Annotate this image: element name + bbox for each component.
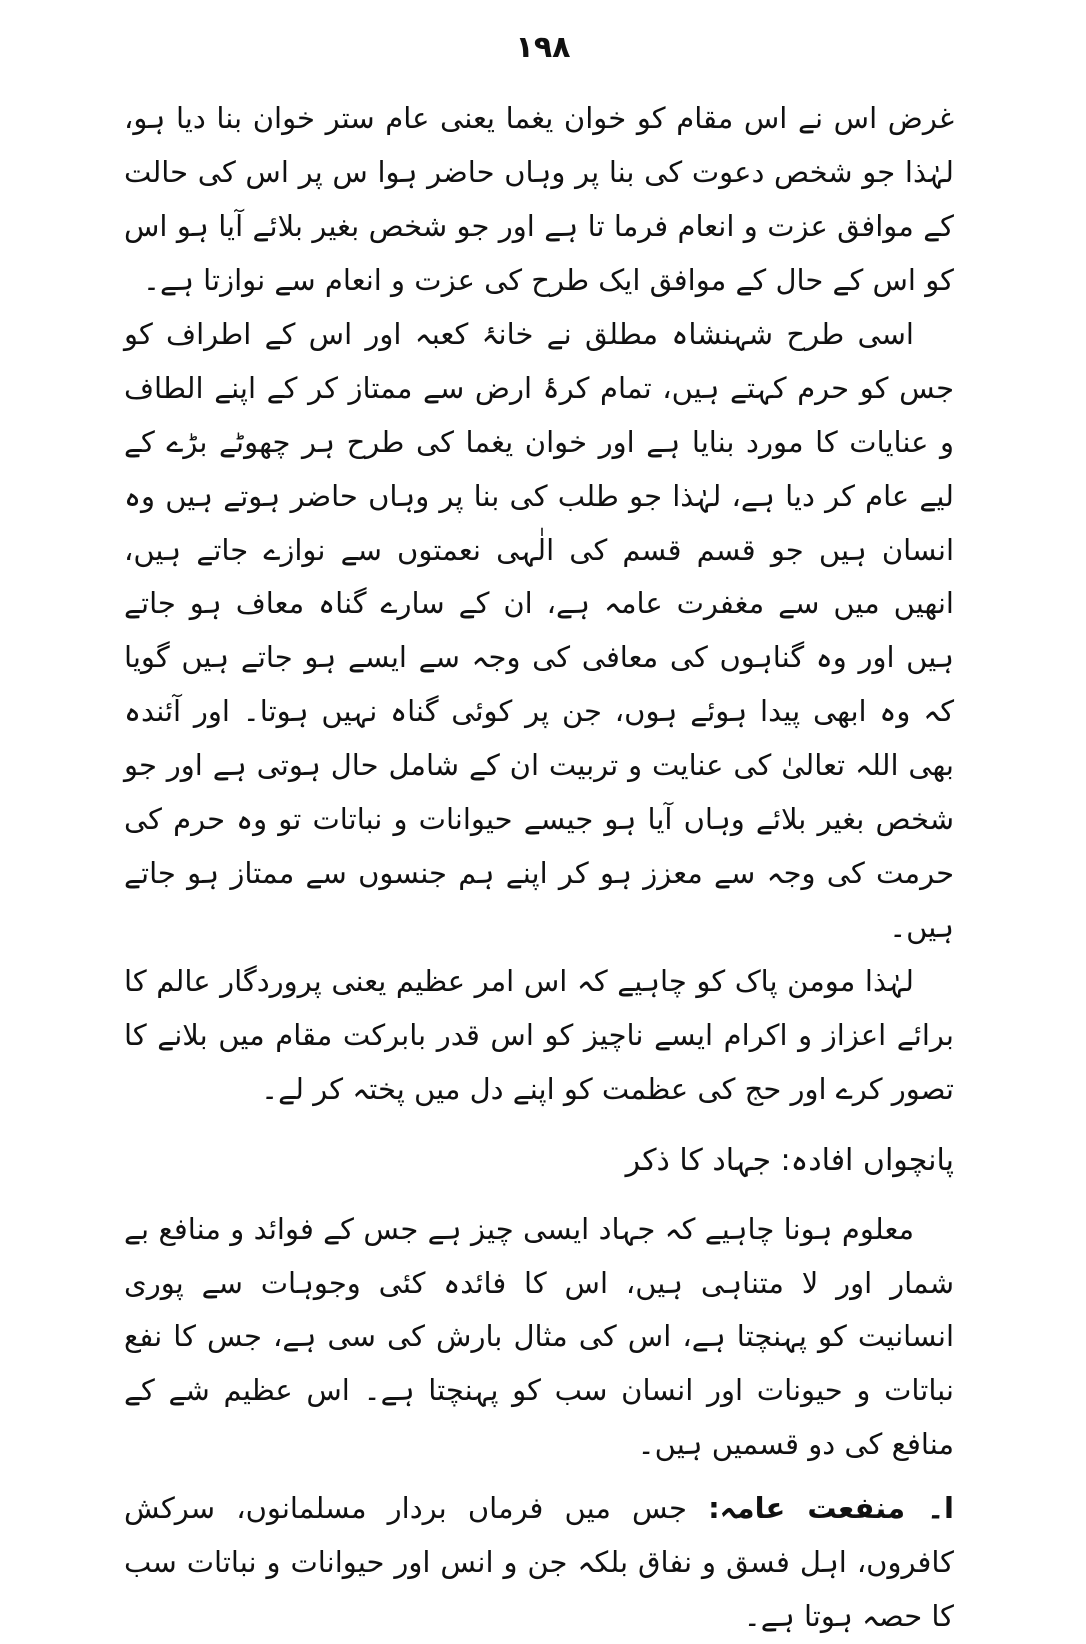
paragraph-3: لہٰذا مومن پاک کو چاہیے کہ اس امر عظیم یعنی پروردگار عالم کا برائے اعزاز و اکرام ایسے ناچیز کو اس قدر بابرکت مقام میں بلانے کا تصور کرے اور حج کی عظمت کو اپنے دل میں پختہ کر لے۔ [124, 964, 954, 1106]
section-heading: پانچواں افادہ: جہاد کا ذکر [625, 1142, 954, 1178]
page-number: ۱۹۸ [515, 30, 571, 65]
page-body [124, 92, 954, 1644]
paragraph-5 [124, 1482, 954, 1644]
term-label: ا۔ منفعت عامہ: [708, 1491, 955, 1526]
paragraph-4: معلوم ہونا چاہیے کہ جہاد ایسی چیز ہے جس کے فوائد و منافع بے شمار اور لا متناہی ہیں، اس کا فائدہ کئی وجوہات سے پوری انسانیت کو پہنچتا ہے، اس کی مثال بارش کی سی ہے، جس کا نفع نباتات و حیونات اور انسان سب کو پہنچتا ہے۔ اس عظیم شے کے منافع کی دو قسمیں ہیں۔ [124, 1211, 954, 1462]
paragraph-1: غرض اس نے اس مقام کو خوان یغما یعنی عام ستر خوان بنا دیا ہو، لہٰذا جو شخص دعوت کی بنا پر وہاں حاضر ہوا س پر اس کی حالت کے موافق عزت و انعام فرما تا ہے اور جو شخص بغیر بلائے آیا ہو اس کو اس کے حال کے موافق ایک طرح کی عزت و انعام سے نوازتا ہے۔ [124, 101, 954, 297]
paragraph-5-text: جس میں فرماں بردار مسلمانوں، سرکش کافروں، اہل فسق و نفاق بلکہ جن و انس اور حیوانات و نباتات سب کا حصہ ہوتا ہے۔ [124, 1491, 954, 1634]
paragraph-2: اسی طرح شہنشاہ مطلق نے خانۂ کعبہ اور اس کے اطراف کو جس کو حرم کہتے ہیں، تمام کرۂ ارض سے ممتاز کر کے اپنے الطاف و عنایات کا مورد بنایا ہے اور خوان یغما کی طرح ہر چھوٹے بڑے کے لیے عام کر دیا ہے، لہٰذا جو طلب کی بنا پر وہاں حاضر ہوتے ہیں وہ انسان ہیں جو قسم قسم کی الٰہی نعمتوں سے نوازے جاتے ہیں، انھیں میں سے مغفرت عامہ ہے، ان کے سارے گناہ معاف ہو جاتے ہیں اور وہ گناہوں کی معافی کی وجہ سے ایسے ہو جاتے ہیں گویا کہ وہ ابھی پیدا ہوئے ہوں، جن پر کوئی گناہ نہیں ہوتا۔ اور آئندہ بھی اللہ تعالیٰ کی عنایت و تربیت ان کے شامل حال ہوتی ہے اور جو شخص بغیر بلائے وہاں آیا ہو جیسے حیوانات و نباتات تو وہ حرم کی حرمت کی وجہ سے معزز ہو کر اپنے ہم جنسوں سے ممتاز ہو جاتے ہیں۔ [124, 316, 954, 945]
